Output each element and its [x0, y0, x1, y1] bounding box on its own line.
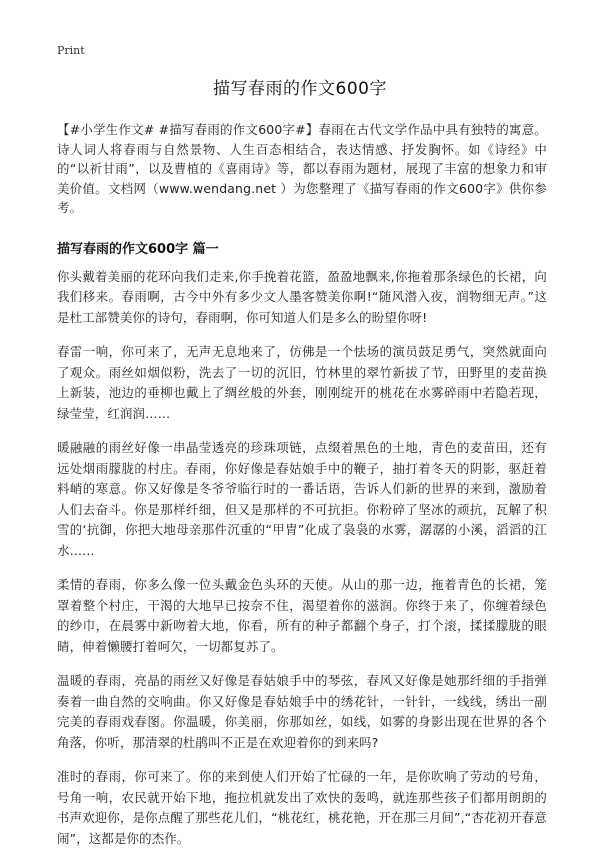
article-paragraph: 准时的春雨，你可来了。你的来到使人们开始了忙碌的一年，是你吹响了劳动的号角，号角一响，农民就开始下地，拖拉机就发出了欢快的轰鸣，就连那些孩子们都用朗朗的书声欢迎你，是你点醒了那些花儿们，“桃花红，桃花艳，开在那三月间”,“杏花初开春意闹”，这都是你的杰作。 — [57, 769, 547, 846]
print-link[interactable]: Print — [57, 44, 85, 57]
article-paragraph: 暖融融的雨丝好像一串晶莹透亮的珍珠项链，点缀着黑色的土地，青色的麦苗田，还有远处烟雨朦胧的村庄。春雨，你好像是春姑娘手中的鞭子，抽打着冬天的阴影，驱赶着料峭的寒意。你又好像是冬爷爷临行时的一番话语，告诉人们新的世界的来到，激励着人们去奋斗。你是那样纤细，但又是那样的不可抗拒。你粉碎了坚冰的顽抗，瓦解了积雪的‘抗御，你把大地母亲那件沉重的“甲胄”化成了袅袅的水雾，潺潺的小溪，滔滔的江水…… — [57, 440, 547, 558]
article-paragraph: 你头戴着美丽的花环向我们走来,你手挽着花篮，盈盈地飘来,你拖着那条绿色的长裙，向我们移来。春雨啊，古今中外有多少文人墨客赞美你啊!“随风潜入夜，润物细无声。”这是杜工部赞美你的诗句，春雨啊，你可知道人们是多么的盼望你呀! — [57, 268, 547, 325]
article-body — [57, 120, 547, 863]
page-title: 描写春雨的作文600字 — [213, 79, 387, 99]
section-heading: 描写春雨的作文600字 篇一 — [57, 241, 219, 257]
article-paragraph: 温暖的春雨，亮晶的雨丝又好像是春姑娘手中的琴弦，春风又好像是她那纤细的手指弹奏着一曲自然的交响曲。你又好像是春姑娘手中的绣花针，一针针，一线线，绣出一副完美的春雨戏春图。你温暖，你美丽，你那如丝，如线，如雾的身影出现在世界的各个角落，你听，那清翠的杜鹃叫不正是在欢迎着你的到来吗? — [57, 673, 547, 750]
article-paragraph: 春雷一响，你可来了，无声无息地来了，仿佛是一个怯场的演员鼓足勇气，突然就面向了观众。雨丝如烟似粉，洗去了一切的沉旧，竹林里的翠竹新拔了节，田野里的麦苗换上新装，池边的垂柳也戴上了绸丝般的外套，刚刚绽开的桃花在水雾碎雨中若隐若现，绿莹莹，红润润…… — [57, 344, 547, 421]
intro-paragraph: 【#小学生作文# #描写春雨的作文600字#】春雨在古代文学作品中具有独特的寓意。诗人词人将春雨与自然景物、人生百态相结合，表达情感、抒发胸怀。如《诗经》中的“以祈甘雨”，以及曹植的《喜雨诗》等，都以春雨为题材，展现了丰富的想象力和审美价值。文档网（www.wendang.net ）为您整理了《描写春雨的作文600字》供你参考。 — [57, 122, 547, 215]
article-paragraph: 柔情的春雨，你多么像一位头戴金色头环的天使。从山的那一边，拖着青色的长裙，笼罩着整个村庄，干渴的大地早已按奈不住，渴望着你的滋润。你终于来了，你缠着绿色的纱巾，在晨雾中新吻着大地，你看，所有的种子都翻个身子，打个滚，揉揉朦胧的眼睛，伸着懒腰打着呵欠，一切都复苏了。 — [57, 577, 547, 654]
